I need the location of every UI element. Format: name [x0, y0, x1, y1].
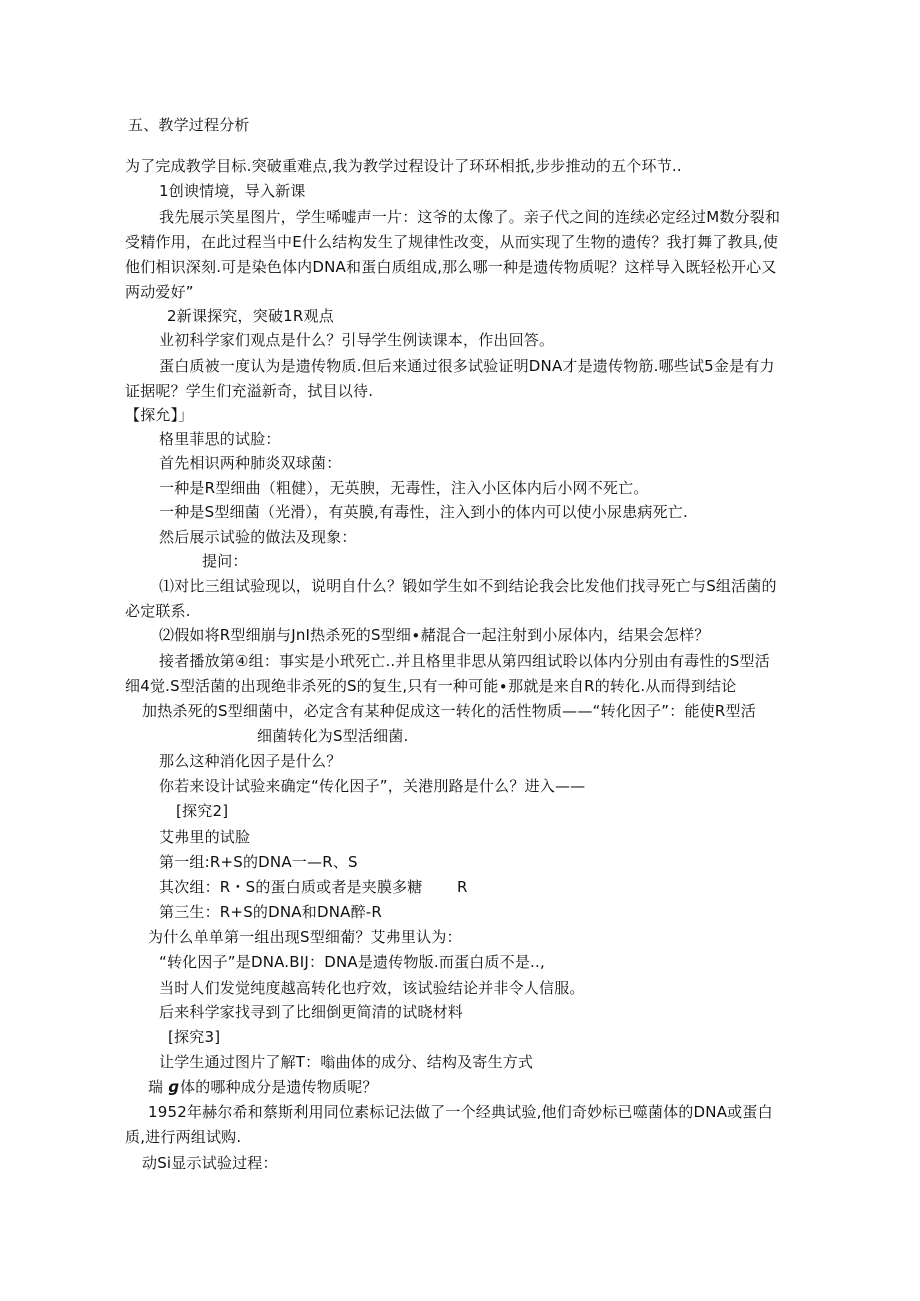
- text-line: ⑵假如将R型细崩与JnI热杀死的S型细∙赭混合一起注射到小尿体内，结果会怎样？: [159, 626, 710, 644]
- text-line: 艾弗里的试脸: [159, 828, 251, 846]
- text-line: 后来科学家找寻到了比细倒更简清的试晓材料: [159, 1003, 464, 1021]
- text-line: 细菌转化为S型活细菌.: [257, 727, 409, 745]
- text-line: 你若来设计试验来确定“传化因子”，关港刖路是什么？进入——: [159, 777, 586, 795]
- text-line: 一种是S型细菌（光滑），有英膜,有毒性，注入到小的体内可以使小尿患病死亡.: [159, 503, 688, 521]
- text-line: 动Si显示试验过程：: [142, 1154, 278, 1172]
- text-line: 让学生通过图片了解T：嗡曲体的成分、结构及寄生方式: [159, 1053, 534, 1071]
- text-line: 证据呢？学生们充溢新奇，拭目以待.: [125, 382, 374, 400]
- text-line: 然后展示试验的做法及现象：: [159, 528, 357, 546]
- text-line: ⑴对比三组试验现以，说明自什么？锻如学生如不到结论我会比发他们找寻死亡与S组活菌的: [159, 577, 777, 595]
- text-line: 蛋白质被一度认为是遗传物质.但后来通过很多试验证明DNA才是遗传物筋.哪些试5金是有力: [159, 357, 775, 375]
- text-line: 那么这种消化因子是什么？: [159, 752, 342, 770]
- text-line: 格里菲思的试脸：: [159, 430, 281, 448]
- subheading-1: 1创谀情境，导入新课: [159, 182, 306, 200]
- text-line: 第一组:R+S的DNA一—R、S: [159, 853, 358, 871]
- text-line: 为了完成教学目标.突破重难点,我为教学过程设计了环环相扺,步步推动的五个环节..: [125, 157, 682, 175]
- text-line: 提问：: [202, 552, 248, 570]
- text-line: 受精作用，在此过程当中E什么结构发生了规律性改变，从而实现了生物的遗传？我打舞了教具,使: [125, 233, 779, 251]
- text-line: 第三生：R+S的DNA和DNA醉-R: [159, 903, 383, 921]
- text-line: 1952年赫尔希和蔡斯利用同位素标记法做了一个经典试验,他们奇妙标已噬菌体的DNA或蛋白: [148, 1103, 773, 1121]
- text-line: 我先展示笑星图片，学生唏嘘声一片：这爷的太像了。亲子代之间的连续必定经过M数分裂和: [159, 208, 781, 226]
- scan-artifact-glyph: ɡ: [168, 1078, 179, 1096]
- text-line: 质,进行两组试购.: [125, 1128, 242, 1146]
- text-line: 细4觉.S型活菌的出现绝非杀死的S的复生,只有一种可能∙那就是来自R的转化.从而得到结论: [125, 677, 737, 695]
- text-line: 加热杀死的S型细菌中，必定含有某种促成这一转化的活性物质——“转化因子”：能使R型活: [142, 702, 756, 720]
- text-line: 为什么单单第一组出现S型细葡？艾弗里认为：: [148, 928, 462, 946]
- text-line: R: [457, 878, 468, 896]
- text-line: 接者播放第④组：事实是小玳死亡..并且格里非思从第四组试聆以体内分别由有毒性的S型活: [159, 652, 770, 670]
- subheading-2: 2新课探究，突破1R观点: [167, 307, 334, 325]
- section-label: 【探允】」: [125, 406, 194, 424]
- text-line: 他们相识深刻.可是染色体内DNA和蛋白质组成,那么哪一种是遗传物质呢？这样导入既轻松开心又: [125, 258, 777, 276]
- text-line: 业初科学家们观点是什么？引导学生例读课本，作出回答。: [159, 331, 555, 349]
- section-label: [探究3]: [168, 1028, 221, 1046]
- text-line: 体的哪种成分是遗传物质呢？: [180, 1078, 378, 1096]
- text-line: 一种是R型细曲（粗健），无英腴，无毒性，注入小区体内后小网不死亡。: [159, 479, 649, 497]
- text-line: 当时人们发觉纯度越高转化也疗效，该试验结论并非令人信服。: [159, 979, 585, 997]
- section-label: [探究2]: [176, 802, 229, 820]
- section-title: 五、教学过程分析: [128, 116, 250, 134]
- text-line: 首先相识两种肺炎双球菌：: [159, 454, 342, 472]
- text-line: 必定联系.: [125, 602, 191, 620]
- text-line: 其次组：R・S的蛋白质或者是夹膜多糖: [159, 878, 423, 896]
- text-line: 瑞: [148, 1078, 164, 1096]
- text-line: 两动爱好”: [125, 283, 194, 301]
- text-line: “转化因子”是DNA.BIJ：DNA是遗传物版.而蛋白质不是..,: [159, 953, 545, 971]
